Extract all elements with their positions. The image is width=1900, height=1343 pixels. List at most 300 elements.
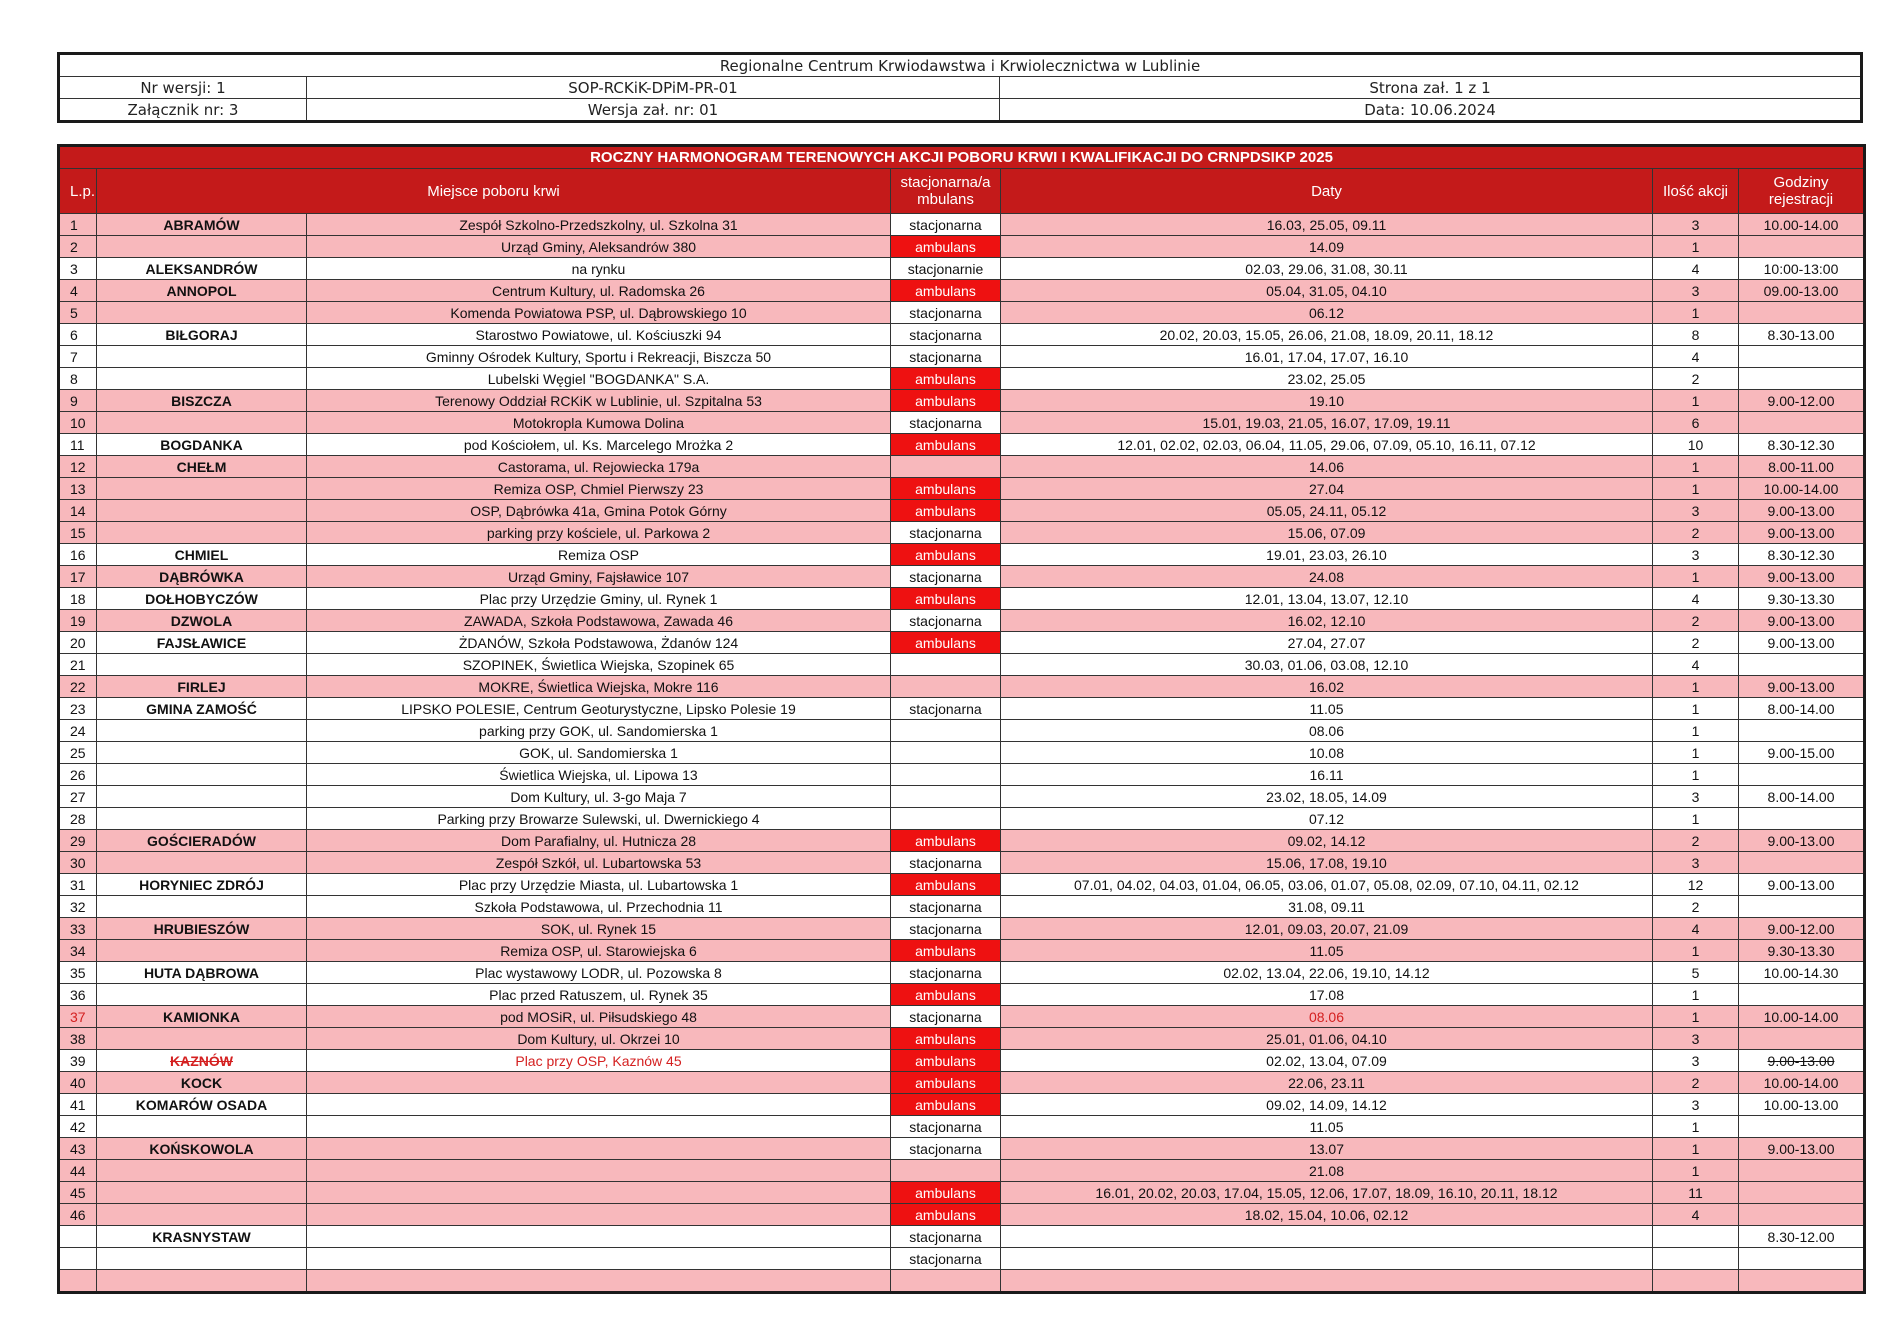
- row-count: 1: [1653, 1006, 1739, 1028]
- table-row: [59, 1204, 1865, 1226]
- table-row: [59, 1094, 1865, 1116]
- table-row: [59, 984, 1865, 1006]
- row-hours: 10.00-14.00: [1739, 1006, 1865, 1028]
- table-row: [59, 786, 1865, 808]
- row-type: [891, 1270, 1001, 1293]
- row-place: Dom Kultury, ul. 3-go Maja 7: [307, 786, 891, 808]
- attachment-number: Załącznik nr: 3: [59, 99, 307, 122]
- row-dates: 19.10: [1001, 390, 1653, 412]
- row-town: [97, 654, 307, 676]
- row-number: 4: [59, 280, 97, 302]
- table-row: [59, 1138, 1865, 1160]
- table-row: [59, 302, 1865, 324]
- table-row: [59, 742, 1865, 764]
- row-place: Dom Parafialny, ul. Hutnicza 28: [307, 830, 891, 852]
- row-type: ambulans: [891, 544, 1001, 566]
- column-header-type: stacjonarna/a mbulans: [891, 169, 1001, 214]
- row-dates: 12.01, 02.02, 02.03, 06.04, 11.05, 29.06, 07.09, 05.10, 16.11, 07.12: [1001, 434, 1653, 456]
- row-count: 3: [1653, 1028, 1739, 1050]
- row-number: 28: [59, 808, 97, 830]
- row-hours: [1739, 852, 1865, 874]
- row-number: [59, 1248, 97, 1270]
- row-dates: 15.06, 17.08, 19.10: [1001, 852, 1653, 874]
- row-place: Zespół Szkolno-Przedszkolny, ul. Szkolna 31: [307, 214, 891, 236]
- document-code: SOP-RCKiK-DPiM-PR-01: [307, 77, 1000, 99]
- row-count: 4: [1653, 1204, 1739, 1226]
- row-type: stacjonarna: [891, 1248, 1001, 1270]
- table-row: [59, 412, 1865, 434]
- row-count: 3: [1653, 1094, 1739, 1116]
- row-hours: 9.00-13.00: [1739, 566, 1865, 588]
- version-number: Nr wersji: 1: [59, 77, 307, 99]
- row-number: 22: [59, 676, 97, 698]
- row-dates: 23.02, 25.05: [1001, 368, 1653, 390]
- table-row: [59, 1270, 1865, 1293]
- row-town: [97, 940, 307, 962]
- row-town: [97, 478, 307, 500]
- row-dates: 18.02, 15.04, 10.06, 02.12: [1001, 1204, 1653, 1226]
- document-header: [57, 52, 1863, 123]
- row-type: stacjonarna: [891, 1116, 1001, 1138]
- row-number: 39: [59, 1050, 97, 1072]
- row-type: stacjonarna: [891, 852, 1001, 874]
- table-row: [59, 808, 1865, 830]
- table-row: [59, 544, 1865, 566]
- row-dates: [1001, 1248, 1653, 1270]
- row-number: 8: [59, 368, 97, 390]
- table-row: [59, 698, 1865, 720]
- row-type: ambulans: [891, 1072, 1001, 1094]
- row-count: 1: [1653, 720, 1739, 742]
- row-town: KOMARÓW OSADA: [97, 1094, 307, 1116]
- row-hours: 8.30-13.00: [1739, 324, 1865, 346]
- row-town: FAJSŁAWICE: [97, 632, 307, 654]
- table-row: [59, 654, 1865, 676]
- row-count: 1: [1653, 808, 1739, 830]
- row-count: 4: [1653, 654, 1739, 676]
- row-dates: 11.05: [1001, 698, 1653, 720]
- row-place: OSP, Dąbrówka 41a, Gmina Potok Górny: [307, 500, 891, 522]
- row-dates: 16.01, 17.04, 17.07, 16.10: [1001, 346, 1653, 368]
- row-place: LIPSKO POLESIE, Centrum Geoturystyczne, Lipsko Polesie 19: [307, 698, 891, 720]
- row-town: GOŚCIERADÓW: [97, 830, 307, 852]
- row-number: 32: [59, 896, 97, 918]
- row-dates: 21.08: [1001, 1160, 1653, 1182]
- row-dates: 16.02: [1001, 676, 1653, 698]
- row-dates: 07.01, 04.02, 04.03, 01.04, 06.05, 03.06, 01.07, 05.08, 02.09, 07.10, 04.11, 02.12: [1001, 874, 1653, 896]
- row-place: Plac przy Urzędzie Gminy, ul. Rynek 1: [307, 588, 891, 610]
- row-hours: [1739, 896, 1865, 918]
- row-dates: 12.01, 09.03, 20.07, 21.09: [1001, 918, 1653, 940]
- row-count: 3: [1653, 1050, 1739, 1072]
- row-hours: [1739, 412, 1865, 434]
- table-row: [59, 1226, 1865, 1248]
- row-type: stacjonarna: [891, 214, 1001, 236]
- row-type: ambulans: [891, 390, 1001, 412]
- row-town: [97, 764, 307, 786]
- table-row: [59, 962, 1865, 984]
- row-place: Szkoła Podstawowa, ul. Przechodnia 11: [307, 896, 891, 918]
- row-hours: [1739, 302, 1865, 324]
- row-town: ABRAMÓW: [97, 214, 307, 236]
- row-type: ambulans: [891, 368, 1001, 390]
- row-town: BIŁGORAJ: [97, 324, 307, 346]
- row-count: 1: [1653, 478, 1739, 500]
- row-count: 1: [1653, 742, 1739, 764]
- row-count: 2: [1653, 896, 1739, 918]
- row-hours: 8.30-12.00: [1739, 1226, 1865, 1248]
- row-count: 3: [1653, 280, 1739, 302]
- table-row: [59, 258, 1865, 280]
- row-hours: [1739, 368, 1865, 390]
- table-row: [59, 500, 1865, 522]
- row-town: KAMIONKA: [97, 1006, 307, 1028]
- row-hours: 9.00-13.00: [1739, 1138, 1865, 1160]
- row-number: 31: [59, 874, 97, 896]
- row-place: Komenda Powiatowa PSP, ul. Dąbrowskiego 10: [307, 302, 891, 324]
- row-count: 2: [1653, 368, 1739, 390]
- column-header-hours: Godziny rejestracji: [1739, 169, 1865, 214]
- row-hours: 8.00-11.00: [1739, 456, 1865, 478]
- row-dates: 12.01, 13.04, 13.07, 12.10: [1001, 588, 1653, 610]
- row-count: 1: [1653, 302, 1739, 324]
- row-type: [891, 720, 1001, 742]
- table-row: [59, 522, 1865, 544]
- row-hours: [1739, 236, 1865, 258]
- row-type: stacjonarnie: [891, 258, 1001, 280]
- row-hours: 10:00-13:00: [1739, 258, 1865, 280]
- schedule-title: ROCZNY HARMONOGRAM TERENOWYCH AKCJI POBORU KRWI I KWALIFIKACJI DO CRNPDSIKP 2025: [59, 146, 1865, 169]
- row-place: ŻDANÓW, Szkoła Podstawowa, Żdanów 124: [307, 632, 891, 654]
- row-town: CHEŁM: [97, 456, 307, 478]
- row-type: ambulans: [891, 434, 1001, 456]
- row-dates: [1001, 1270, 1653, 1293]
- row-place: Gminny Ośrodek Kultury, Sportu i Rekreacji, Biszcza 50: [307, 346, 891, 368]
- row-dates: 08.06: [1001, 1006, 1653, 1028]
- table-row: [59, 390, 1865, 412]
- row-hours: 10.00-14.00: [1739, 214, 1865, 236]
- row-hours: 10.00-14.30: [1739, 962, 1865, 984]
- table-row: [59, 918, 1865, 940]
- row-hours: [1739, 346, 1865, 368]
- row-place: [307, 1204, 891, 1226]
- table-row: [59, 874, 1865, 896]
- row-town: [97, 522, 307, 544]
- row-type: stacjonarna: [891, 346, 1001, 368]
- row-dates: 20.02, 20.03, 15.05, 26.06, 21.08, 18.09, 20.11, 18.12: [1001, 324, 1653, 346]
- row-place: Motokropla Kumowa Dolina: [307, 412, 891, 434]
- row-dates: 05.05, 24.11, 05.12: [1001, 500, 1653, 522]
- row-dates: 15.06, 07.09: [1001, 522, 1653, 544]
- row-count: 6: [1653, 412, 1739, 434]
- table-row: [59, 1006, 1865, 1028]
- row-town: HRUBIESZÓW: [97, 918, 307, 940]
- column-header-lp: L.p.: [59, 169, 97, 214]
- row-dates: 16.11: [1001, 764, 1653, 786]
- table-row: [59, 588, 1865, 610]
- row-hours: 10.00-14.00: [1739, 478, 1865, 500]
- row-place: parking przy GOK, ul. Sandomierska 1: [307, 720, 891, 742]
- page-number: Strona zał. 1 z 1: [1000, 77, 1862, 99]
- row-count: 4: [1653, 588, 1739, 610]
- row-number: 38: [59, 1028, 97, 1050]
- row-dates: 14.06: [1001, 456, 1653, 478]
- column-header-dates: Daty: [1001, 169, 1653, 214]
- row-dates: 27.04: [1001, 478, 1653, 500]
- row-town: [97, 1160, 307, 1182]
- row-count: 2: [1653, 1072, 1739, 1094]
- row-dates: 13.07: [1001, 1138, 1653, 1160]
- row-number: 3: [59, 258, 97, 280]
- row-number: 27: [59, 786, 97, 808]
- row-town: GMINA ZAMOŚĆ: [97, 698, 307, 720]
- row-town: DZWOLA: [97, 610, 307, 632]
- row-number: 10: [59, 412, 97, 434]
- row-dates: 02.03, 29.06, 31.08, 30.11: [1001, 258, 1653, 280]
- row-dates: 07.12: [1001, 808, 1653, 830]
- row-number: 40: [59, 1072, 97, 1094]
- table-row: [59, 1248, 1865, 1270]
- row-number: 30: [59, 852, 97, 874]
- row-count: 12: [1653, 874, 1739, 896]
- row-hours: 09.00-13.00: [1739, 280, 1865, 302]
- row-dates: 15.01, 19.03, 21.05, 16.07, 17.09, 19.11: [1001, 412, 1653, 434]
- row-type: stacjonarna: [891, 1226, 1001, 1248]
- row-type: stacjonarna: [891, 698, 1001, 720]
- row-town: [97, 500, 307, 522]
- attachment-version: Wersja zał. nr: 01: [307, 99, 1000, 122]
- row-town: [97, 1270, 307, 1293]
- row-dates: 05.04, 31.05, 04.10: [1001, 280, 1653, 302]
- row-type: [891, 456, 1001, 478]
- row-count: [1653, 1226, 1739, 1248]
- row-number: 19: [59, 610, 97, 632]
- row-dates: 11.05: [1001, 1116, 1653, 1138]
- row-town: KAZNÓW: [97, 1050, 307, 1072]
- row-hours: [1739, 1160, 1865, 1182]
- row-hours: 8.30-12.30: [1739, 434, 1865, 456]
- row-count: 2: [1653, 632, 1739, 654]
- row-place: Lubelski Węgiel "BOGDANKA" S.A.: [307, 368, 891, 390]
- row-number: 6: [59, 324, 97, 346]
- row-number: 44: [59, 1160, 97, 1182]
- row-dates: 19.01, 23.03, 26.10: [1001, 544, 1653, 566]
- row-town: [97, 412, 307, 434]
- row-hours: 9.00-13.00: [1739, 610, 1865, 632]
- row-type: stacjonarna: [891, 324, 1001, 346]
- row-type: [891, 808, 1001, 830]
- row-hours: 9.00-13.00: [1739, 676, 1865, 698]
- row-type: [891, 654, 1001, 676]
- table-row: [59, 324, 1865, 346]
- table-row: [59, 456, 1865, 478]
- row-type: ambulans: [891, 1050, 1001, 1072]
- row-count: 8: [1653, 324, 1739, 346]
- row-count: 5: [1653, 962, 1739, 984]
- row-dates: 27.04, 27.07: [1001, 632, 1653, 654]
- row-place: Świetlica Wiejska, ul. Lipowa 13: [307, 764, 891, 786]
- table-row: [59, 280, 1865, 302]
- row-type: stacjonarna: [891, 962, 1001, 984]
- schedule-table: [57, 144, 1866, 1294]
- row-number: 35: [59, 962, 97, 984]
- row-town: KRASNYSTAW: [97, 1226, 307, 1248]
- row-place: [307, 1072, 891, 1094]
- row-place: [307, 1138, 891, 1160]
- row-town: [97, 720, 307, 742]
- table-row: [59, 1182, 1865, 1204]
- row-count: [1653, 1270, 1739, 1293]
- row-town: [97, 1116, 307, 1138]
- row-count: 4: [1653, 258, 1739, 280]
- row-town: BISZCZA: [97, 390, 307, 412]
- row-type: ambulans: [891, 280, 1001, 302]
- row-type: ambulans: [891, 478, 1001, 500]
- row-number: 16: [59, 544, 97, 566]
- row-number: 26: [59, 764, 97, 786]
- row-town: [97, 896, 307, 918]
- row-type: stacjonarna: [891, 610, 1001, 632]
- row-hours: [1739, 720, 1865, 742]
- row-town: [97, 984, 307, 1006]
- row-count: 10: [1653, 434, 1739, 456]
- row-number: 43: [59, 1138, 97, 1160]
- row-hours: [1739, 1182, 1865, 1204]
- document-page: [57, 52, 1863, 1294]
- row-count: 4: [1653, 346, 1739, 368]
- row-number: [59, 1270, 97, 1293]
- row-town: DĄBRÓWKA: [97, 566, 307, 588]
- document-date: Data: 10.06.2024: [1000, 99, 1862, 122]
- row-type: ambulans: [891, 236, 1001, 258]
- row-count: 1: [1653, 764, 1739, 786]
- row-town: ANNOPOL: [97, 280, 307, 302]
- row-number: 15: [59, 522, 97, 544]
- row-place: Plac przed Ratuszem, ul. Rynek 35: [307, 984, 891, 1006]
- table-row: [59, 566, 1865, 588]
- row-dates: 09.02, 14.09, 14.12: [1001, 1094, 1653, 1116]
- row-hours: 9.00-13.00: [1739, 1050, 1865, 1072]
- row-town: [97, 742, 307, 764]
- row-hours: [1739, 1116, 1865, 1138]
- row-hours: 9.00-13.00: [1739, 522, 1865, 544]
- table-row: [59, 940, 1865, 962]
- row-type: stacjonarna: [891, 302, 1001, 324]
- row-place: [307, 1182, 891, 1204]
- row-type: ambulans: [891, 940, 1001, 962]
- row-count: 1: [1653, 1116, 1739, 1138]
- row-dates: 06.12: [1001, 302, 1653, 324]
- row-count: 3: [1653, 852, 1739, 874]
- row-hours: 9.30-13.30: [1739, 940, 1865, 962]
- row-place: Urząd Gminy, Aleksandrów 380: [307, 236, 891, 258]
- table-row: [59, 1028, 1865, 1050]
- row-dates: 22.06, 23.11: [1001, 1072, 1653, 1094]
- row-place: [307, 1248, 891, 1270]
- row-dates: 10.08: [1001, 742, 1653, 764]
- row-place: ZAWADA, Szkoła Podstawowa, Zawada 46: [307, 610, 891, 632]
- row-number: 18: [59, 588, 97, 610]
- row-type: ambulans: [891, 874, 1001, 896]
- row-number: 17: [59, 566, 97, 588]
- row-count: 1: [1653, 566, 1739, 588]
- row-dates: 25.01, 01.06, 04.10: [1001, 1028, 1653, 1050]
- row-dates: 23.02, 18.05, 14.09: [1001, 786, 1653, 808]
- row-town: [97, 302, 307, 324]
- row-type: [891, 676, 1001, 698]
- row-place: SOK, ul. Rynek 15: [307, 918, 891, 940]
- row-hours: [1739, 1248, 1865, 1270]
- row-place: Castorama, ul. Rejowiecka 179a: [307, 456, 891, 478]
- table-row: [59, 236, 1865, 258]
- row-count: 1: [1653, 236, 1739, 258]
- row-place: SZOPINEK, Świetlica Wiejska, Szopinek 65: [307, 654, 891, 676]
- table-row: [59, 1160, 1865, 1182]
- row-count: 2: [1653, 522, 1739, 544]
- row-place: [307, 1160, 891, 1182]
- row-place: Parking przy Browarze Sulewski, ul. Dwernickiego 4: [307, 808, 891, 830]
- row-number: 41: [59, 1094, 97, 1116]
- row-number: 1: [59, 214, 97, 236]
- row-number: 2: [59, 236, 97, 258]
- row-number: 45: [59, 1182, 97, 1204]
- table-row: [59, 852, 1865, 874]
- schedule-rows: [59, 214, 1865, 1293]
- row-count: [1653, 1248, 1739, 1270]
- table-row: [59, 368, 1865, 390]
- row-town: [97, 1182, 307, 1204]
- row-town: ALEKSANDRÓW: [97, 258, 307, 280]
- row-number: 21: [59, 654, 97, 676]
- row-town: [97, 808, 307, 830]
- row-place: Remiza OSP, Chmiel Pierwszy 23: [307, 478, 891, 500]
- row-town: KOCK: [97, 1072, 307, 1094]
- row-hours: [1739, 808, 1865, 830]
- row-dates: 02.02, 13.04, 22.06, 19.10, 14.12: [1001, 962, 1653, 984]
- row-place: Remiza OSP: [307, 544, 891, 566]
- table-row: [59, 610, 1865, 632]
- row-town: [97, 1028, 307, 1050]
- row-place: MOKRE, Świetlica Wiejska, Mokre 116: [307, 676, 891, 698]
- row-type: ambulans: [891, 984, 1001, 1006]
- row-dates: 30.03, 01.06, 03.08, 12.10: [1001, 654, 1653, 676]
- row-place: Plac wystawowy LODR, ul. Pozowska 8: [307, 962, 891, 984]
- row-hours: 9.30-13.30: [1739, 588, 1865, 610]
- table-row: [59, 676, 1865, 698]
- row-number: 11: [59, 434, 97, 456]
- row-hours: 8.30-12.30: [1739, 544, 1865, 566]
- row-place: parking przy kościele, ul. Parkowa 2: [307, 522, 891, 544]
- row-hours: 8.00-14.00: [1739, 786, 1865, 808]
- column-header-place: Miejsce poboru krwi: [97, 169, 891, 214]
- row-type: stacjonarna: [891, 1006, 1001, 1028]
- institution-name: Regionalne Centrum Krwiodawstwa i Krwiolecznictwa w Lublinie: [59, 54, 1862, 77]
- row-hours: 9.00-15.00: [1739, 742, 1865, 764]
- table-row: [59, 632, 1865, 654]
- row-town: [97, 1204, 307, 1226]
- row-number: 25: [59, 742, 97, 764]
- row-type: [891, 786, 1001, 808]
- row-place: Urząd Gminy, Fajsławice 107: [307, 566, 891, 588]
- row-number: 34: [59, 940, 97, 962]
- row-count: 1: [1653, 698, 1739, 720]
- row-number: [59, 1226, 97, 1248]
- row-number: 13: [59, 478, 97, 500]
- table-row: [59, 1050, 1865, 1072]
- row-type: ambulans: [891, 1182, 1001, 1204]
- row-count: 4: [1653, 918, 1739, 940]
- row-place: Centrum Kultury, ul. Radomska 26: [307, 280, 891, 302]
